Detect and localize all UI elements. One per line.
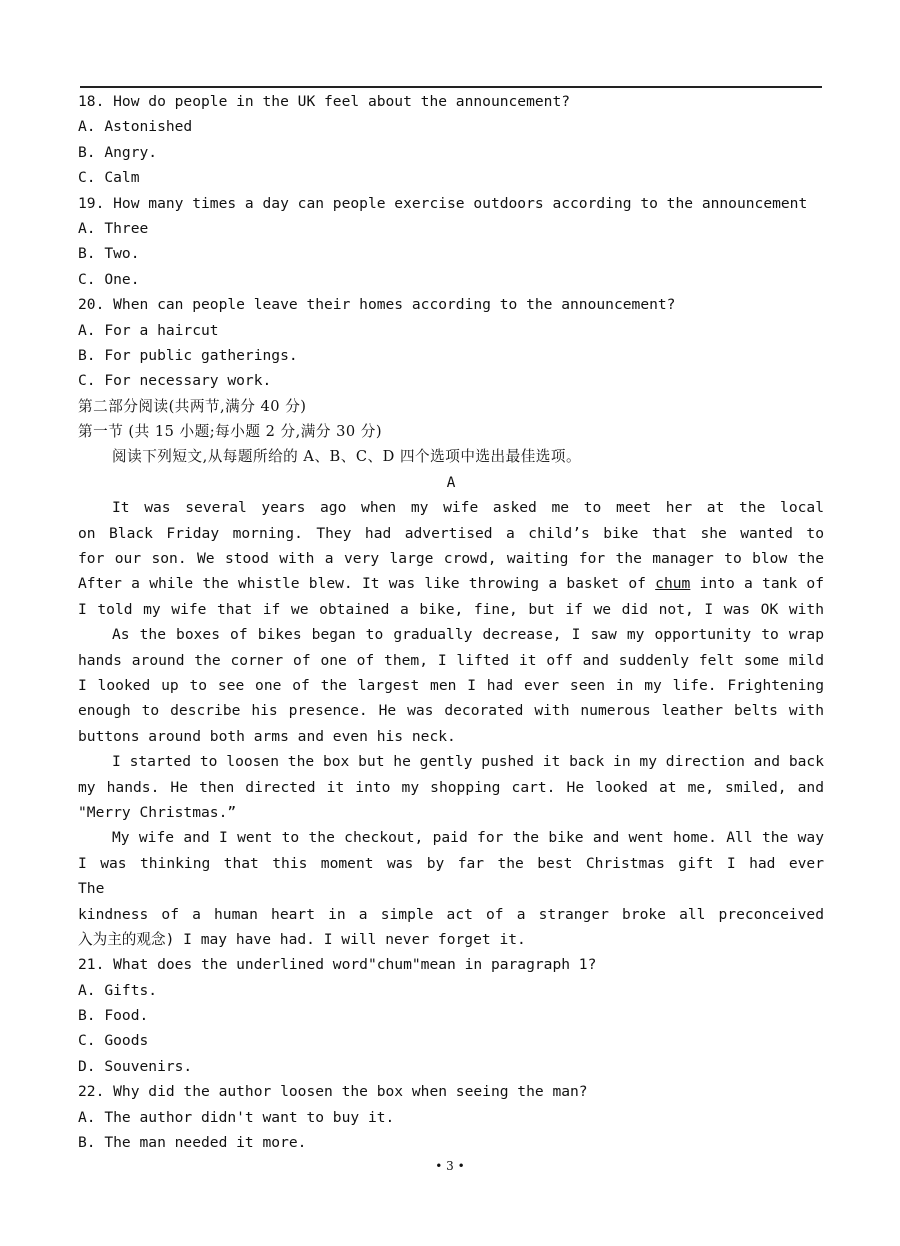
passage-line: I told my wife that if we obtained a bike, fine, but if we did not, I was OK with: [78, 600, 824, 618]
page-content: [78, 89, 824, 1155]
passage-label: A: [446, 473, 456, 491]
passage-line: "Merry Christmas.”: [78, 803, 237, 821]
part-title: 第二部分阅读(共两节,满分 40 分): [78, 397, 307, 415]
page-number: • 3 •: [435, 1159, 465, 1173]
passage-line: I was thinking that this moment was by far the best Christmas gift I had ever: [78, 854, 824, 872]
passage-line: I looked up to see one of the largest men I had ever seen in my life. Frightening: [78, 676, 824, 694]
question-20-option-a: A. For a haircut: [78, 321, 219, 339]
question-20-option-b: B. For public gatherings.: [78, 346, 298, 364]
passage-line: kindness of a human heart in a simple act of a stranger broke all preconceived: [78, 905, 824, 923]
passage-line: buttons around both arms and even his neck.: [78, 727, 456, 745]
passage-text: After a while the whistle blew. It was like throwing a basket of: [78, 575, 646, 593]
question-21-stem: 21. What does the underlined word"chum"mean in paragraph 1?: [78, 956, 597, 974]
question-22-option-b: B. The man needed it more.: [78, 1134, 307, 1152]
passage-line: for our son. We stood with a very large crowd, waiting for the manager to blow the: [78, 550, 824, 568]
question-19-option-c: C. One.: [78, 270, 140, 288]
question-18-option-b: B. Angry.: [78, 143, 158, 161]
subsection-title: 第一节 (共 15 小题;每小题 2 分,满分 30 分): [78, 423, 383, 441]
question-19-option-a: A. Three: [78, 219, 149, 237]
question-18-option-c: C. Calm: [78, 169, 140, 187]
passage-line: It was several years ago when my wife asked me to meet her at the local: [112, 499, 824, 517]
passage-line: The: [78, 880, 105, 898]
passage-line: on Black Friday morning. They had advertised a child’s bike that she wanted to: [78, 524, 824, 542]
question-19-stem: 19. How many times a day can people exercise outdoors according to the announcement: [78, 194, 808, 212]
passage-paragraph-3: [78, 749, 824, 825]
question-22-stem: 22. Why did the author loosen the box when seeing the man?: [78, 1083, 588, 1101]
question-19-option-b: B. Two.: [78, 245, 140, 263]
top-rule: [80, 86, 822, 88]
passage-line-with-underline: [78, 571, 824, 596]
passage-line: I started to loosen the box but he gently pushed it back in my direction and back: [112, 753, 824, 771]
passage-line: my hands. He then directed it into my shopping cart. He looked at me, smiled, and: [78, 778, 824, 796]
question-20-option-c: C. For necessary work.: [78, 372, 272, 390]
passage-paragraph-4: [78, 825, 824, 952]
passage-paragraph-2: [78, 622, 824, 749]
passage-line: hands around the corner of one of them, I lifted it off and suddenly felt some mild: [78, 651, 824, 669]
question-22-option-a: A. The author didn't want to buy it.: [78, 1108, 395, 1126]
passage-line: enough to describe his presence. He was decorated with numerous leather belts with: [78, 702, 824, 720]
question-21-option-d: D. Souvenirs.: [78, 1057, 193, 1075]
question-18-option-a: A. Astonished: [78, 118, 193, 136]
passage-line: My wife and I went to the checkout, paid for the bike and went home. All the way: [112, 829, 824, 847]
question-20-stem: 20. When can people leave their homes according to the announcement?: [78, 296, 676, 314]
passage-line: As the boxes of bikes began to gradually decrease, I saw my opportunity to wrap: [112, 626, 824, 644]
underlined-word-chum: chum: [655, 575, 691, 593]
question-21-option-a: A. Gifts.: [78, 981, 158, 999]
question-18-stem: 18. How do people in the UK feel about the announcement?: [78, 93, 571, 110]
instruction: 阅读下列短文,从每题所给的 A、B、C、D 四个选项中选出最佳选项。: [112, 448, 582, 466]
passage-paragraph-1: [78, 495, 824, 622]
passage-text: into a tank of: [699, 575, 824, 593]
question-21-option-c: C. Goods: [78, 1032, 149, 1050]
passage-line: 入为主的观念) I may have had. I will never forget it.: [78, 930, 526, 948]
question-21-option-b: B. Food.: [78, 1007, 149, 1025]
